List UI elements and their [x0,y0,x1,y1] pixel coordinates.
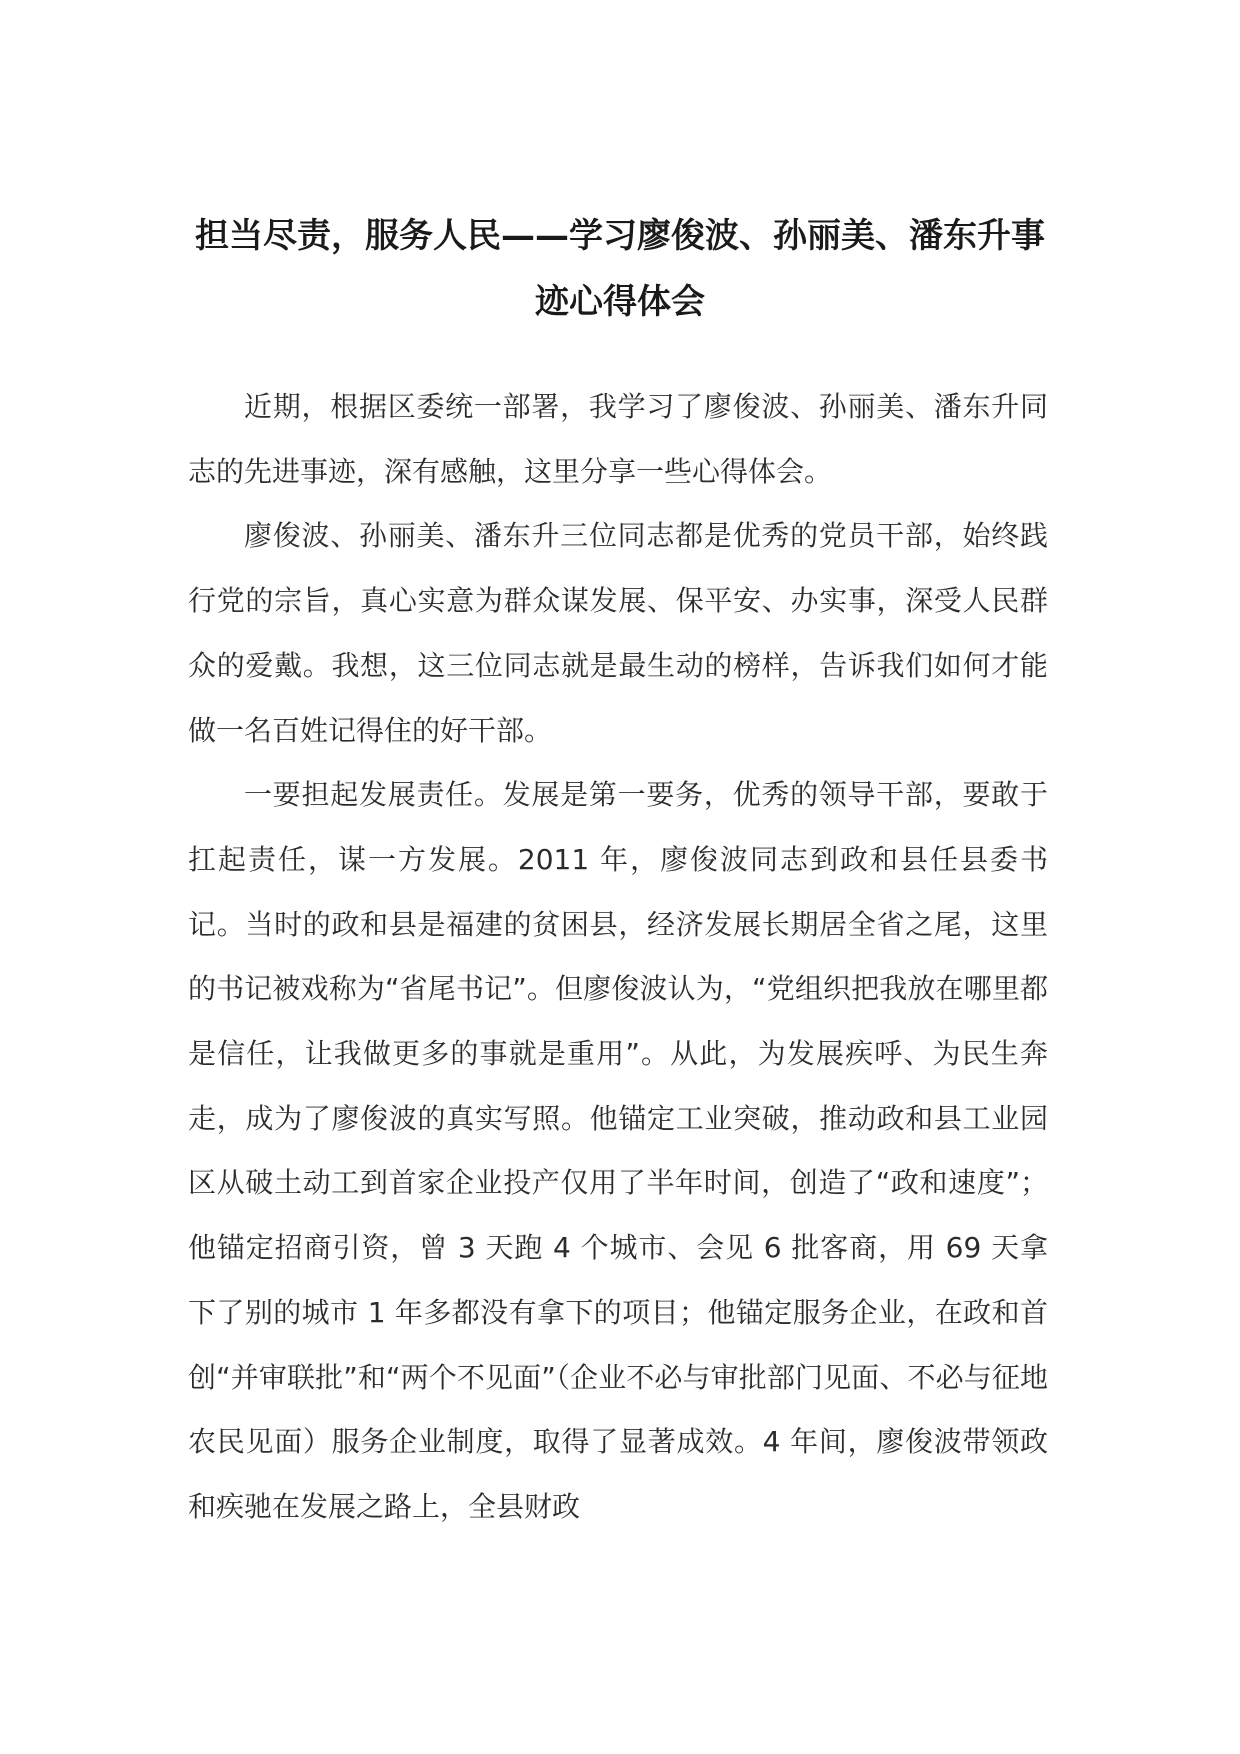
paragraph-development-responsibility: 一要担起发展责任。发展是第一要务，优秀的领导干部，要敢于扛起责任，谋一方发展。2011 年，廖俊波同志到政和县任县委书记。当时的政和县是福建的贫困县，经济发展长期居全省之尾，这里的书记被戏称为“省尾书记”。但廖俊波认为，“党组织把我放在哪里都是信任，让我做更多的事就是重用”。从此，为发展疾呼、为民生奔走，成为了廖俊波的真实写照。他锚定工业突破，推动政和县工业园区从破土动工到首家企业投产仅用了半年时间，创造了“政和速度”；他锚定招商引资，曾 3 天跑 4 个城市、会见 6 批客商，用 69 天拿下了别的城市 1 年多都没有拿下的项目；他锚定服务企业，在政和首创“并审联批”和“两个不见面”（企业不必与审批部门见面、不必与征地农民见面）服务企业制度，取得了显著成效。4 年间，廖俊波带领政和疾驰在发展之路上，全县财政 [188,778,1048,1523]
document-title: 担当尽责，服务人民——学习廖俊波、孙丽美、潘东升事迹心得体会 [195,216,1045,322]
paragraph-role-models: 廖俊波、孙丽美、潘东升三位同志都是优秀的党员干部，始终践行党的宗旨，真心实意为群众谋发展、保平安、办实事，深受人民群众的爱戴。我想，这三位同志就是最生动的榜样，告诉我们如何才能做一名百姓记得住的好干部。 [188,519,1048,747]
document-body [188,375,1048,1540]
paragraph-intro: 近期，根据区委统一部署，我学习了廖俊波、孙丽美、潘东升同志的先进事迹，深有感触，这里分享一些心得体会。 [188,390,1048,488]
